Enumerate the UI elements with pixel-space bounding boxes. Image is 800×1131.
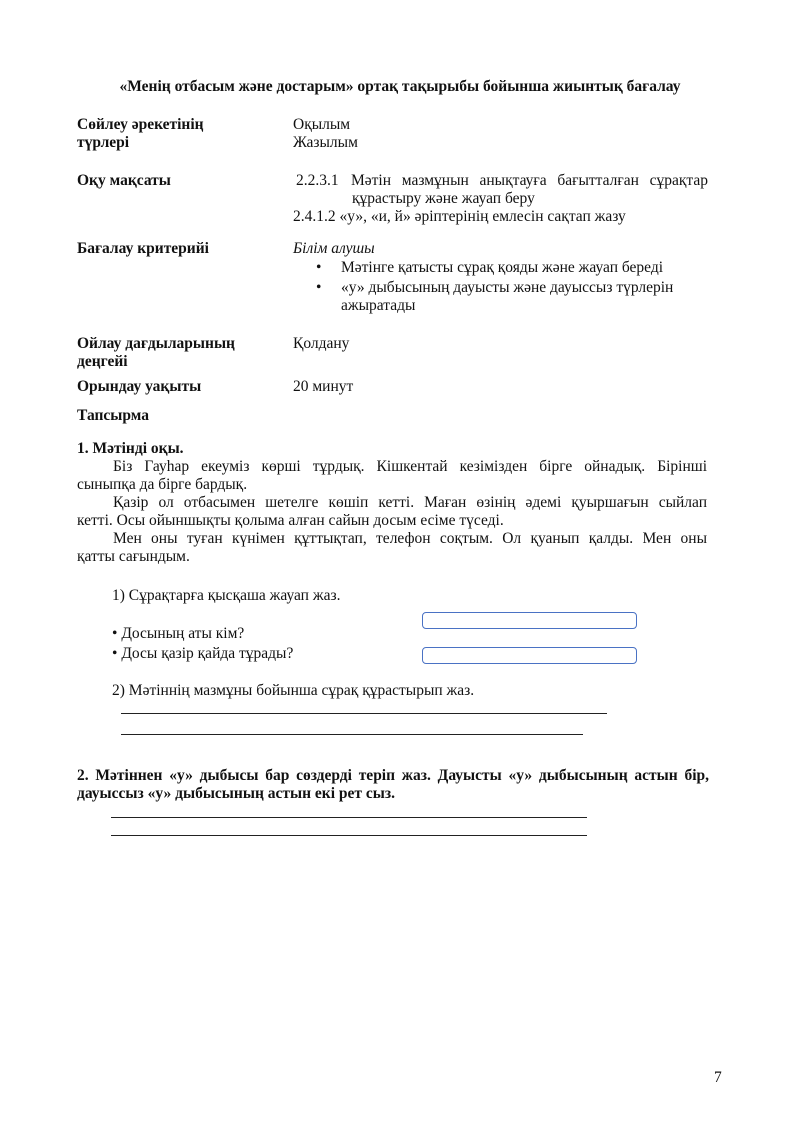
time-label: Орындау уақыты xyxy=(77,378,202,395)
task1-heading: 1. Мәтінді оқы. xyxy=(77,440,184,457)
question-2-instruction: 2) Мәтіннің мазмұны бойынша сұрақ құрастырып жаз. xyxy=(112,682,475,699)
speech-type-writing: Жазылым xyxy=(293,134,358,151)
speech-types-label xyxy=(77,116,267,152)
criteria-item-2-text: «у» дыбысының дауысты және дауыссыз түрлерін xyxy=(341,279,674,296)
criteria-label: Бағалау критерийі xyxy=(77,240,209,257)
page-title: «Менің отбасым және достарым» ортақ тақырыбы бойынша жиынтық бағалау xyxy=(119,78,681,95)
task2-line1: 2. Мәтіннен «у» дыбысы бар сөздерді теріп жаз. Дауысты «у» дыбысының астын бір, xyxy=(77,767,709,784)
bullet-icon: • xyxy=(316,259,322,276)
criteria-item-1-text: Мәтінге қатысты сұрақ қояды және жауап береді xyxy=(341,259,664,276)
task-heading: Тапсырма xyxy=(77,407,149,424)
task1-p1-line1: Біз Гауһар екеуміз көрші тұрдық. Кішкентай кезімізден бірге ойнадық. Бірінші xyxy=(113,458,707,475)
task1-paragraph-3 xyxy=(77,530,707,566)
task1-p1-line2: сыныпқа да бірге бардық. xyxy=(77,476,248,493)
answer-line[interactable] xyxy=(111,817,587,818)
criteria-item-2-text-cont: ажыратады xyxy=(341,297,416,314)
question-1a xyxy=(112,625,244,643)
question-1-instruction: 1) Сұрақтарға қысқаша жауап жаз. xyxy=(112,587,341,604)
speech-types-label-line2: түрлері xyxy=(77,134,130,151)
answer-line[interactable] xyxy=(121,734,583,735)
task1-paragraph-2 xyxy=(77,494,707,530)
learning-goal-label: Оқу мақсаты xyxy=(77,172,171,189)
task1-p2-line1: Қазір ол отбасымен шетелге көшіп кетті. Маған өзінің әдемі қуыршағын сыйлап xyxy=(113,494,707,511)
task1-p2-line2: кетті. Осы ойыншықты қолыма алған сайын досым есіме түседі. xyxy=(77,512,504,529)
task1-p3-line1: Мен оны туған күнімен құттықтап, телефон соқтым. Ол қуанып қалды. Мен оны xyxy=(113,530,707,547)
thinking-level-value: Қолдану xyxy=(293,335,350,352)
answer-line[interactable] xyxy=(111,835,587,836)
task1-paragraph-1 xyxy=(77,458,707,494)
thinking-level-label-line1: Ойлау дағдыларының xyxy=(77,335,235,352)
speech-types-label-line1: Сөйлеу әрекетінің xyxy=(77,116,204,133)
answer-input-friend-location[interactable] xyxy=(422,647,637,664)
learning-goal-1-text: Мәтін мазмұнын анықтауға бағытталған сұрақтар xyxy=(351,172,708,189)
question-1b-text: Досы қазір қайда тұрады? xyxy=(121,645,294,662)
page-number: 7 xyxy=(714,1069,722,1086)
bullet-icon: • xyxy=(112,645,118,662)
thinking-level-label-line2: деңгейі xyxy=(77,353,128,370)
learning-goal-1-continued: құрастыру және жауап беру xyxy=(352,190,535,207)
task2-line2: дауыссыз «у» дыбысының астын екі рет сыз. xyxy=(77,785,395,802)
time-value: 20 минут xyxy=(293,378,354,395)
task2-instruction xyxy=(77,767,709,803)
speech-type-reading: Оқылым xyxy=(293,116,351,133)
question-1a-text: Досының аты кім? xyxy=(121,625,245,642)
learning-goal-1 xyxy=(296,172,708,190)
task1-p3-line2: қатты сағындым. xyxy=(77,548,190,565)
speech-types-value xyxy=(293,116,713,152)
question-1b xyxy=(112,645,293,663)
answer-line[interactable] xyxy=(121,713,607,714)
answer-input-friend-name[interactable] xyxy=(422,612,637,629)
learning-goal-1-code: 2.2.3.1 xyxy=(296,172,339,189)
criteria-intro: Білім алушы xyxy=(293,240,375,257)
learning-goal-2: 2.4.1.2 «у», «и, й» әріптерінің емлесін сақтап жазу xyxy=(293,208,626,225)
bullet-icon: • xyxy=(112,625,118,642)
bullet-icon: • xyxy=(316,279,322,296)
thinking-level-label xyxy=(77,335,267,371)
